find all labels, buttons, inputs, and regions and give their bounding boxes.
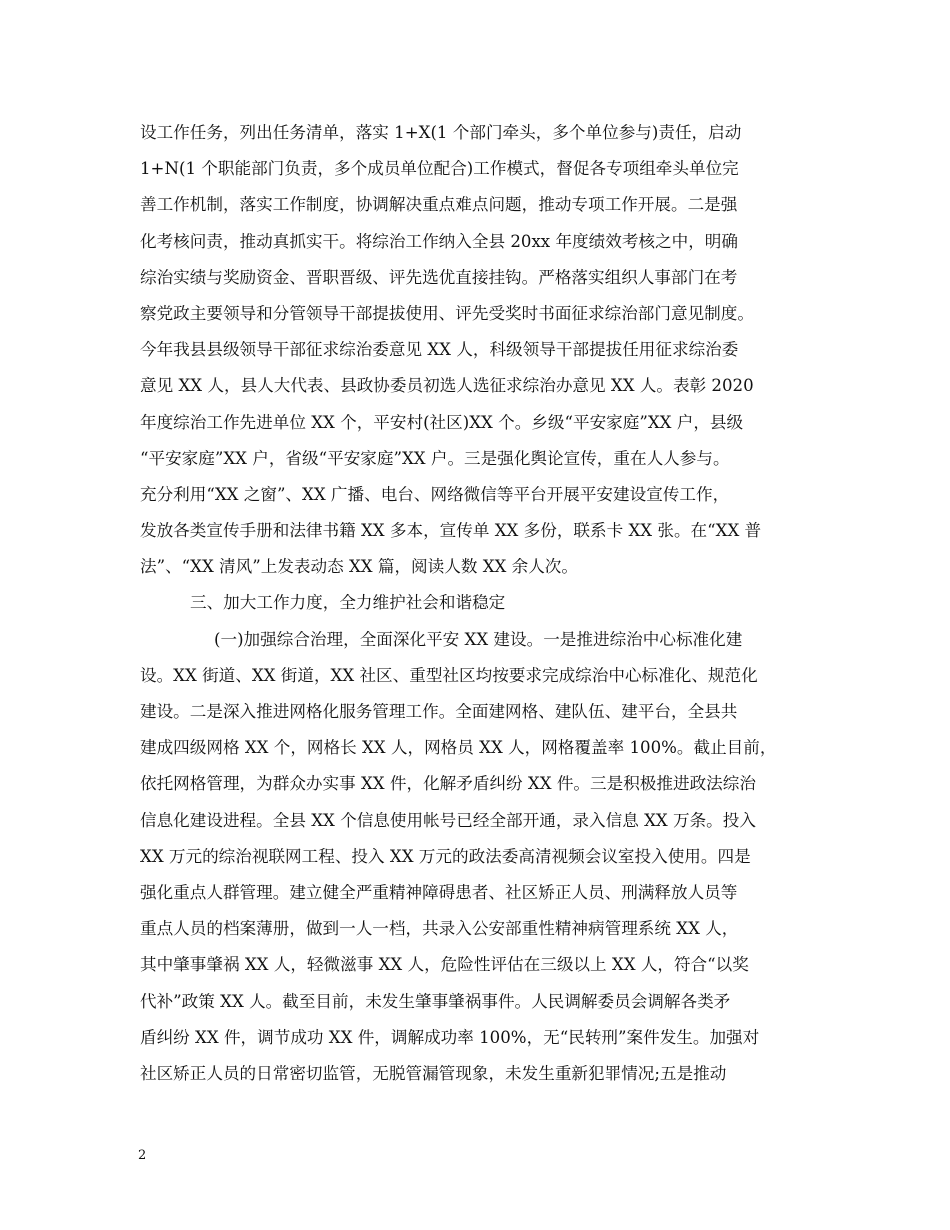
- text-line: 察党政主要领导和分管领导干部提拔使用、评先受奖时书面征求综治部门意见制度。: [140, 303, 754, 323]
- text-line: “平安家庭”XX 户，省级“平安家庭”XX 户。三是强化舆论宣传，重在人人参与。: [140, 448, 730, 468]
- text-line: 充分利用“XX 之窗”、XX 广播、电台、网络微信等平台开展平安建设宣传工作，: [140, 484, 730, 504]
- text-line: 法”、“XX 清风”上发表动态 XX 篇，阅读人数 XX 余人次。: [140, 557, 578, 577]
- text-line: 强化重点人群管理。建立健全严重精神障碍患者、社区矫正人员、刑满释放人员等: [140, 882, 738, 902]
- text-line: 信息化建设进程。全县 XX 个信息使用帐号已经全部开通，录入信息 XX 万条。投入: [140, 810, 756, 830]
- text-line: XX 万元的综治视联网工程、投入 XX 万元的政法委高清视频会议室投入使用。四是: [140, 846, 751, 866]
- text-line: 1+N(1 个职能部门负责，多个成员单位配合)工作模式，督促各专项组牵头单位完: [140, 159, 739, 179]
- text-line: (一)加强综合治理，全面深化平安 XX 建设。一是推进综治中心标准化建: [214, 629, 743, 649]
- text-line: 社区矫正人员的日常密切监管，无脱管漏管现象，未发生重新犯罪情况;五是推动: [140, 1063, 727, 1083]
- text-line: 发放各类宣传手册和法律书籍 XX 多本，宣传单 XX 多份，联系卡 XX 张。在“XX 普: [140, 521, 762, 541]
- text-line: 今年我县县级领导干部征求综治委意见 XX 人，科级领导干部提拔任用征求综治委: [140, 340, 739, 360]
- text-line: 依托网格管理，为群众办实事 XX 件，化解矛盾纠纷 XX 件。三是积极推进政法综治: [140, 774, 756, 794]
- text-line: 意见 XX 人，县人大代表、县政协委员初选人选征求综治办意见 XX 人。表彰 2020: [140, 376, 754, 396]
- text-line: 设工作任务，列出任务清单，落实 1+X(1 个部门牵头，多个单位参与)责任，启动: [140, 123, 742, 142]
- text-line: 年度综治工作先进单位 XX 个，平安村(社区)XX 个。乡级“平安家庭”XX 户，县级: [140, 412, 744, 432]
- text-line: 其中肇事肇祸 XX 人，轻微滋事 XX 人，危险性评估在三级以上 XX 人，符合“以奖: [140, 955, 749, 975]
- page-number: 2: [138, 1148, 147, 1163]
- section-heading: 三、加大工作力度，全力维护社会和谐稳定: [190, 593, 506, 613]
- text-line: 设。XX 街道、XX 街道，XX 社区、重型社区均按要求完成综治中心标准化、规范化: [140, 665, 758, 685]
- text-line: 建成四级网格 XX 个，网格长 XX 人，网格员 XX 人，网格覆盖率 100%。截止目前，: [140, 738, 777, 758]
- text-line: 化考核问责，推动真抓实干。将综治工作纳入全县 20xx 年度绩效考核之中，明确: [140, 231, 738, 251]
- body-text: [140, 115, 830, 1092]
- text-line: 重点人员的档案薄册，做到一人一档，共录入公安部重性精神病管理系统 XX 人，: [140, 919, 739, 939]
- text-line: 盾纠纷 XX 件，调节成功 XX 件，调解成功率 100%，无“民转刑”案件发生。加强对: [140, 1027, 760, 1047]
- text-line: 综治实绩与奖励资金、晋职晋级、评先选优直接挂钩。严格落实组织人事部门在考: [140, 267, 738, 287]
- text-line: 建设。二是深入推进网格化服务管理工作。全面建网格、建队伍、建平台，全县共: [140, 702, 738, 721]
- text-line: 代补”政策 XX 人。截至目前，未发生肇事肇祸事件。人民调解委员会调解各类矛: [140, 991, 731, 1011]
- text-line: 善工作机制，落实工作制度，协调解决重点难点问题，推动专项工作开展。二是强: [140, 195, 738, 215]
